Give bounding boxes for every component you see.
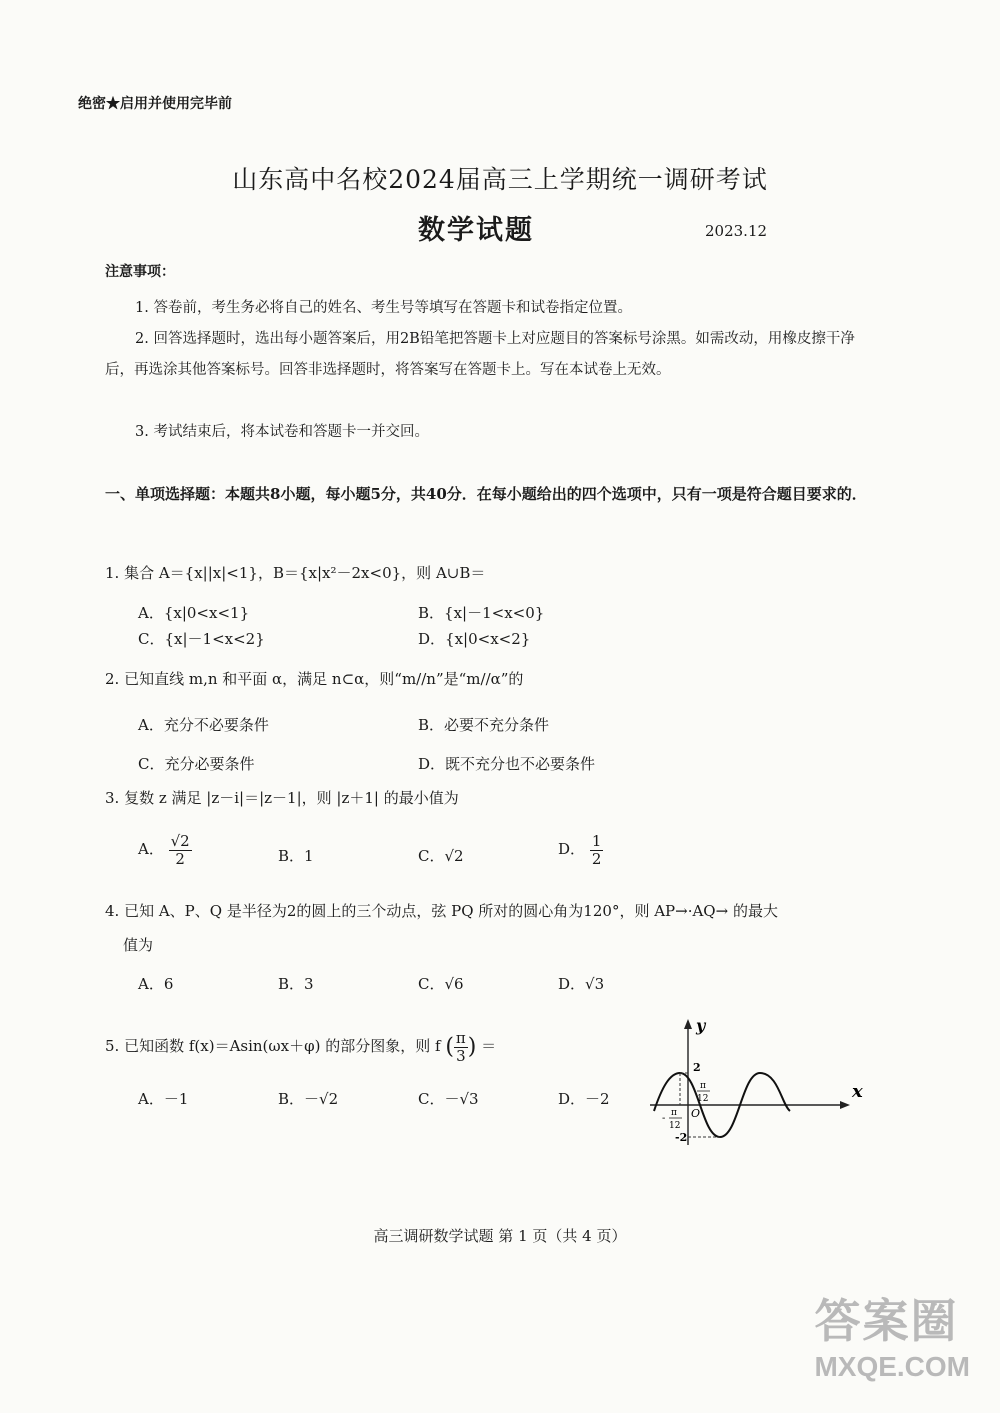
q2-option-a: A．充分不必要条件	[138, 716, 269, 734]
notice-item-1: 1. 答卷前，考生务必将自己的姓名、考生号等填写在答题卡和试卷指定位置。	[135, 300, 632, 316]
graph-neg-tick-sign: -	[662, 1113, 666, 1124]
graph-origin-label: O	[691, 1107, 701, 1120]
q5-option-b: B．－√2	[278, 1090, 339, 1108]
section-heading: 一、单项选择题：本题共8小题，每小题5分，共40分．在每小题给出的四个选项中，只有一项是符合题目要求的．	[105, 485, 867, 503]
question-4-stem-cont: 值为	[123, 936, 154, 954]
graph-y-max-label: 2	[693, 1061, 701, 1074]
q3-option-b: B．1	[278, 847, 314, 865]
q1-option-d: D．{x|0<x<2}	[418, 630, 531, 648]
q4-option-c: C．√6	[418, 975, 464, 993]
notice-item-3: 3. 考试结束后，将本试卷和答题卡一并交回。	[135, 424, 429, 440]
graph-x-label: x	[852, 1081, 863, 1102]
subject-title: 数学试题	[418, 215, 534, 246]
question-4-stem: 4. 已知 A、P、Q 是半径为2的圆上的三个动点，弦 PQ 所对的圆心角为120°，则 AP→·AQ→ 的最大	[105, 902, 778, 920]
q1-option-a: A．{x|0<x<1}	[138, 604, 250, 622]
q5-stem-text: 5. 已知函数 f(x)＝Asin(ωx＋φ) 的部分图象，则 f	[105, 1037, 441, 1055]
notice-item-2: 2. 回答选择题时，选出每小题答案后，用2B铅笔把答题卡上对应题目的答案标号涂黑。如需改动，用橡皮擦干净后，再选涂其他答案标号。回答非选择题时，将答案写在答题卡上。写在本试卷上无效。	[105, 331, 855, 378]
q3-option-a-fraction	[169, 833, 192, 867]
graph-x-arrow	[840, 1101, 850, 1109]
notice-heading: 注意事项：	[105, 264, 175, 280]
q3-option-a	[138, 833, 192, 867]
q2-option-d: D．既不充分也不必要条件	[418, 755, 596, 773]
q5-close-paren: )	[467, 1034, 477, 1060]
confidential-note: 绝密★启用并使用完毕前	[78, 96, 232, 112]
question-2-stem: 2. 已知直线 m,n 和平面 α，满足 n⊂α，则“m//n”是“m//α”的	[105, 670, 524, 688]
q3-d-numerator: 1	[591, 832, 602, 850]
q2-option-b: B．必要不充分条件	[418, 716, 550, 734]
sine-graph-figure	[640, 1015, 870, 1150]
page-footer: 高三调研数学试题 第 1 页（共 4 页）	[373, 1227, 627, 1245]
q5-option-c: C．－√3	[418, 1090, 479, 1108]
graph-pos-tick-den: 12	[697, 1094, 709, 1104]
exam-title: 山东高中名校2024届高三上学期统一调研考试	[232, 165, 768, 194]
question-3-stem: 3. 复数 z 满足 |z－i|＝|z－1|，则 |z＋1| 的最小值为	[105, 789, 459, 807]
watermark-line-2: MXQE.COM	[814, 1351, 970, 1382]
q5-option-a: A．－1	[138, 1090, 189, 1108]
q3-a-denominator: 2	[175, 849, 185, 868]
q1-option-b: B．{x|－1<x<0}	[418, 604, 545, 622]
graph-y-label: y	[696, 1016, 706, 1035]
q3-option-d	[558, 833, 603, 867]
q5-stem-equals: ＝	[481, 1037, 497, 1055]
q3-d-denominator: 2	[591, 849, 602, 868]
q5-argument-fraction	[454, 1030, 468, 1064]
q4-option-a: A．6	[138, 975, 174, 993]
q5-arg-numerator: π	[455, 1029, 466, 1047]
graph-neg-tick-den: 12	[669, 1121, 681, 1131]
q3-option-a-label: A．	[138, 840, 164, 858]
question-5-stem	[105, 1030, 496, 1064]
q3-a-numerator: √2	[170, 832, 190, 850]
q2-option-c: C．充分必要条件	[138, 755, 255, 773]
q1-option-c: C．{x|－1<x<2}	[138, 630, 265, 648]
exam-date: 2023.12	[705, 222, 768, 240]
graph-y-min-label: -2	[675, 1131, 688, 1144]
q3-option-d-label: D．	[558, 840, 586, 858]
q4-option-d: D．√3	[558, 975, 605, 993]
graph-neg-tick-num: π	[671, 1108, 677, 1118]
q5-arg-denominator: 3	[456, 1046, 466, 1065]
q3-option-c: C．√2	[418, 847, 464, 865]
graph-pos-tick-num: π	[700, 1081, 706, 1091]
q5-open-paren: (	[445, 1034, 454, 1060]
q3-option-d-fraction	[590, 833, 604, 867]
q4-option-b: B．3	[278, 975, 314, 993]
q5-option-d: D．－2	[558, 1090, 610, 1108]
graph-y-arrow	[684, 1019, 692, 1029]
question-1-stem: 1. 集合 A＝{x||x|<1}，B＝{x|x²－2x<0}，则 A∪B＝	[105, 564, 486, 582]
watermark-line-1: 答案圈	[814, 1295, 959, 1347]
watermark	[814, 1285, 970, 1383]
